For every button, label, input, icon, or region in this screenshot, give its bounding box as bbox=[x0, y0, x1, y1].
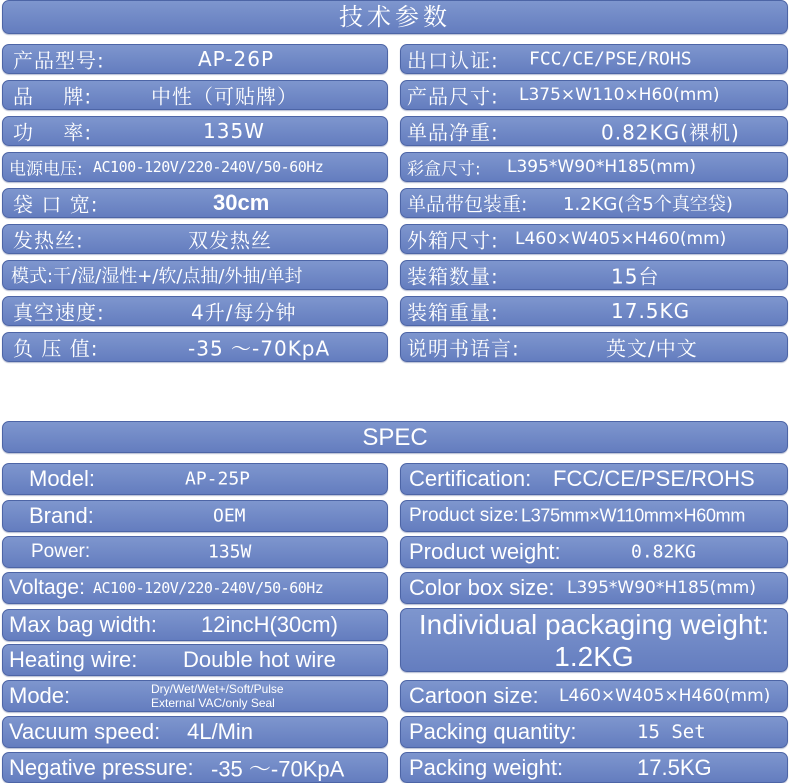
row-label: 出口认证: bbox=[407, 48, 499, 73]
row-label: 装箱重量: bbox=[407, 300, 499, 325]
spec-row-en-packingweight bbox=[400, 752, 788, 783]
spec-row-cn-speed bbox=[2, 296, 388, 326]
spec-row-en-pressure bbox=[2, 752, 388, 783]
spec-row-cn-model bbox=[2, 44, 388, 74]
row-label: Model: bbox=[29, 466, 96, 491]
row-value: -35 ～-70KpA bbox=[211, 756, 345, 781]
spec-row-cn-packweight bbox=[400, 188, 788, 218]
spec-row-cn-power bbox=[2, 116, 388, 146]
spec-row-en-voltage bbox=[2, 572, 388, 604]
row-value: 0.82KG(裸机) bbox=[601, 120, 740, 145]
row-value: AP-26P bbox=[198, 47, 275, 71]
spec-row-cn-mode bbox=[2, 260, 388, 290]
row-label: 电源电压: bbox=[9, 159, 83, 180]
spec-row-en-boxsize bbox=[400, 572, 788, 604]
row-value: 1.2KG(含5个真空袋) bbox=[563, 194, 733, 215]
row-value: 1.2KG bbox=[554, 641, 634, 672]
row-value: L375mm×W110mm×H60mm bbox=[521, 505, 746, 526]
spec-row-en-size bbox=[400, 500, 788, 532]
row-label: 产品型号: bbox=[13, 48, 105, 73]
spec-row-en-packweight bbox=[400, 608, 788, 672]
row-label: 袋 口 宽: bbox=[13, 192, 99, 217]
spec-row-en-bagwidth bbox=[2, 609, 388, 641]
row-label: 产品尺寸: bbox=[407, 84, 499, 109]
row-value: 30cm bbox=[213, 190, 270, 215]
row-value: 135W bbox=[203, 119, 265, 143]
section1-header bbox=[2, 0, 788, 34]
mode-value-line1: Dry/Wet/Wet+/Soft/Pulse bbox=[151, 682, 284, 696]
row-label: 功 率: bbox=[13, 120, 93, 145]
row-value: 4L/Min bbox=[187, 719, 254, 744]
spec-row-cn-pressure bbox=[2, 332, 388, 362]
spec-row-cn-brand bbox=[2, 80, 388, 110]
spec-row-cn-netweight bbox=[400, 116, 788, 146]
spec-row-en-heating bbox=[2, 644, 388, 676]
row-label: 发热丝: bbox=[13, 228, 84, 253]
spec-row-cn-cartonweight bbox=[400, 296, 788, 326]
spec-row-en-model bbox=[2, 463, 388, 495]
section2-title: SPEC bbox=[362, 424, 428, 451]
spec-row-cn-certification bbox=[400, 44, 788, 74]
mode-value-line2: External VAC/only Seal bbox=[151, 696, 275, 710]
row-label: Color box size: bbox=[409, 575, 555, 600]
row-value: 0.82KG bbox=[631, 541, 697, 563]
section1-title: 技术参数 bbox=[339, 3, 451, 31]
spec-row-cn-cartonsize bbox=[400, 224, 788, 254]
row-label: 外箱尺寸: bbox=[407, 228, 499, 253]
row-value: 12incH(30cm) bbox=[201, 612, 338, 637]
row-label: 模式:干/湿/湿性+/软/点抽/外抽/单封 bbox=[11, 266, 303, 287]
row-label: Product weight: bbox=[409, 539, 561, 564]
row-label: Packing weight: bbox=[409, 754, 564, 780]
row-label: Cartoon size: bbox=[409, 683, 539, 708]
spec-row-cn-language bbox=[400, 332, 788, 362]
row-label: 单品净重: bbox=[407, 120, 499, 145]
row-value: 17.5KG bbox=[637, 754, 712, 780]
row-label: Vacuum speed: bbox=[9, 719, 161, 744]
row-label: Mode: bbox=[9, 683, 71, 708]
spec-row-cn-voltage bbox=[2, 152, 388, 182]
row-value: AC100-120V/220-240V/50-60Hz bbox=[93, 579, 324, 597]
row-value: FCC/CE/PSE/ROHS bbox=[553, 466, 755, 491]
row-label: 品 牌: bbox=[13, 84, 93, 109]
row-label: 真空速度: bbox=[13, 300, 105, 325]
row-label: Max bag width: bbox=[9, 612, 157, 637]
spec-row-en-certification bbox=[400, 463, 788, 495]
row-value: L395*W90*H185(mm) bbox=[567, 578, 756, 598]
spec-row-en-weight bbox=[400, 536, 788, 568]
spec-row-en-brand bbox=[2, 500, 388, 532]
row-value: AC100-120V/220-240V/50-60Hz bbox=[93, 158, 324, 176]
spec-row-en-quantity bbox=[400, 716, 788, 748]
row-label: Packing quantity: bbox=[409, 719, 577, 744]
row-label: Power: bbox=[31, 541, 91, 562]
section2-header bbox=[2, 421, 788, 453]
row-value: L395*W90*H185(mm) bbox=[507, 157, 696, 177]
row-label: Product size: bbox=[409, 505, 519, 526]
row-value: 135W bbox=[208, 541, 252, 563]
spec-row-cn-bagwidth bbox=[2, 188, 388, 218]
row-label: 负 压 值: bbox=[13, 336, 99, 361]
row-value: FCC/CE/PSE/ROHS bbox=[529, 48, 692, 70]
row-value: 中性（可贴牌） bbox=[151, 84, 298, 109]
spec-row-en-power bbox=[2, 536, 388, 568]
spec-row-cn-quantity bbox=[400, 260, 788, 290]
row-value: 4升/每分钟 bbox=[191, 300, 297, 325]
row-label: 彩盒尺寸: bbox=[407, 159, 481, 180]
row-value: 15台 bbox=[611, 264, 660, 289]
row-value: L375×W110×H60(mm) bbox=[519, 85, 720, 105]
row-value: 英文/中文 bbox=[606, 336, 698, 361]
row-value: L460×W405×H460(mm) bbox=[515, 229, 727, 249]
row-label: Heating wire: bbox=[9, 647, 138, 672]
row-value: L460×W405×H460(mm) bbox=[559, 686, 771, 706]
row-label: Brand: bbox=[29, 503, 94, 528]
spec-row-cn-size bbox=[400, 80, 788, 110]
row-label: 单品带包装重: bbox=[407, 193, 528, 216]
spec-row-en-cartonsize bbox=[400, 680, 788, 712]
row-value: AP-25P bbox=[185, 468, 251, 490]
row-label: Voltage: bbox=[9, 576, 85, 599]
row-label: Negative pressure: bbox=[9, 754, 194, 780]
row-label: Individual packaging weight: bbox=[418, 609, 770, 640]
row-value: Double hot wire bbox=[183, 647, 336, 672]
spec-row-cn-boxsize bbox=[400, 152, 788, 182]
row-label: 说明书语言: bbox=[407, 336, 520, 361]
row-label: Certification: bbox=[409, 466, 532, 491]
row-value: 15 Set bbox=[637, 721, 706, 743]
row-value: 双发热丝 bbox=[188, 228, 272, 253]
spec-row-cn-heating bbox=[2, 224, 388, 254]
spec-row-en-speed bbox=[2, 716, 388, 748]
row-label: 装箱数量: bbox=[407, 264, 499, 289]
row-value: OEM bbox=[213, 505, 246, 527]
row-value: -35 ～-70KpA bbox=[188, 336, 331, 361]
spec-row-en-mode bbox=[2, 680, 388, 712]
row-value: 17.5KG bbox=[611, 299, 691, 323]
